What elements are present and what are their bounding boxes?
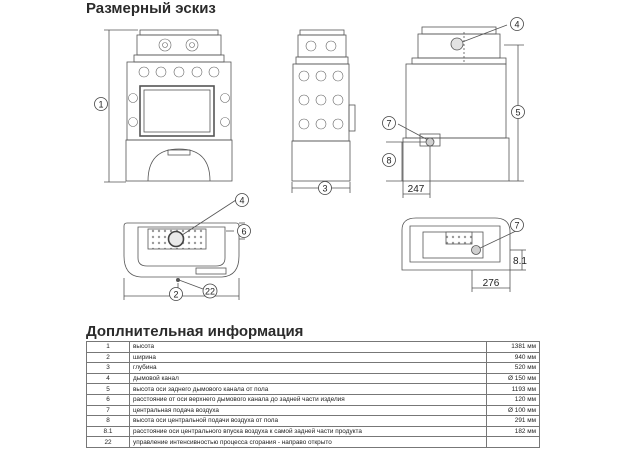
row-number: 8 [87, 416, 130, 427]
row-value: 291 мм [487, 416, 540, 427]
row-number: 3 [87, 363, 130, 374]
row-description: глубина [130, 363, 487, 374]
table-row [87, 384, 540, 395]
bottom-air-inlet-icon [472, 246, 481, 255]
callout-3: 3 [322, 183, 328, 194]
table-row [87, 363, 540, 374]
additional-info-title: Доплнительная информация [86, 323, 304, 340]
row-number: 4 [87, 373, 130, 384]
row-value: 120 мм [487, 394, 540, 405]
row-number: 5 [87, 384, 130, 395]
top-flue-outlet-icon [169, 232, 184, 247]
callout-7-bottom: 7 [514, 220, 520, 231]
sketch-title: Размерный эскиз [86, 0, 216, 17]
row-value: Ø 100 мм [487, 405, 540, 416]
dimension-8-1-label: 8.1 [513, 256, 527, 267]
row-number: 2 [87, 352, 130, 363]
table-row [87, 416, 540, 427]
back-view [386, 25, 524, 198]
row-description: высота оси центральной подачи воздуха от пола [130, 416, 487, 427]
callout-2: 2 [173, 289, 179, 300]
row-value: 940 мм [487, 352, 540, 363]
callout-22: 22 [204, 286, 216, 297]
row-description: ширина [130, 352, 487, 363]
callout-6: 6 [241, 226, 247, 237]
dimension-276-label: 276 [482, 278, 500, 289]
row-value: Ø 150 мм [487, 373, 540, 384]
bottom-view [402, 218, 526, 292]
combustion-control-icon [176, 278, 180, 282]
row-description: расстояние оси центрального впуска воздуха к самой задней части продукта [130, 426, 487, 437]
row-value: 1381 мм [487, 342, 540, 353]
table-row [87, 373, 540, 384]
air-inlet-icon [426, 138, 434, 146]
callout-5: 5 [515, 107, 521, 118]
row-value: 1193 мм [487, 384, 540, 395]
flue-outlet-icon [451, 38, 463, 50]
row-number: 8.1 [87, 426, 130, 437]
top-view [124, 200, 245, 300]
row-number: 6 [87, 394, 130, 405]
side-view [292, 30, 355, 193]
row-number: 22 [87, 437, 130, 448]
table-row [87, 426, 540, 437]
callout-1: 1 [98, 99, 104, 110]
table-row [87, 352, 540, 363]
row-number: 1 [87, 342, 130, 353]
table-row [87, 405, 540, 416]
callout-8: 8 [386, 155, 392, 166]
callout-7-back: 7 [386, 118, 392, 129]
row-description: высота [130, 342, 487, 353]
row-description: управление интенсивностью процесса сгорания - направо открыто [130, 437, 487, 448]
front-view [104, 30, 232, 182]
row-value [487, 437, 540, 448]
table-row [87, 342, 540, 353]
row-description: высота оси заднего дымового канала от пола [130, 384, 487, 395]
spec-table [86, 341, 540, 448]
side-tile-rosettes [299, 41, 343, 129]
row-value: 520 мм [487, 363, 540, 374]
callout-4-back: 4 [514, 19, 520, 30]
row-description: расстояние от оси верхнего дымового канала до задней части изделия [130, 394, 487, 405]
table-row [87, 437, 540, 448]
table-row [87, 394, 540, 405]
row-value: 182 мм [487, 426, 540, 437]
row-description: центральная подача воздуха [130, 405, 487, 416]
callout-4-top: 4 [239, 195, 245, 206]
dimension-247-label: 247 [407, 184, 425, 195]
row-description: дымовой канал [130, 373, 487, 384]
row-number: 7 [87, 405, 130, 416]
